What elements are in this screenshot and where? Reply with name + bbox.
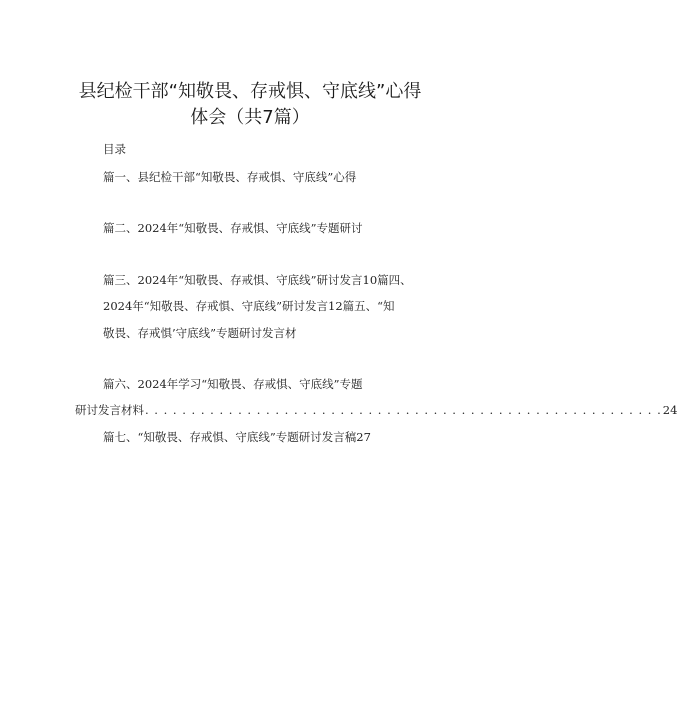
toc-item-3-line3: 敬畏、存戒惧’守底线”专题研讨发言材 [103, 326, 297, 340]
toc-item-3-line2: 2024年“知敬畏、存戒惧、守底线”研讨发言12篇五、“知 [103, 299, 395, 313]
toc-item-2: 篇二、2024年“知敬畏、存戒惧、守底线”专题研讨 [103, 221, 363, 235]
toc-item-1: 篇一、县纪检干部“知敬畏、存戒惧、守底线”心得 [103, 170, 357, 184]
toc-item-6-text: 研讨发言材料 [75, 403, 144, 417]
toc-item-7: 篇七、“知敬畏、存戒惧、守底线”专题研讨发言稿27 [103, 430, 371, 444]
document-title-line1: 县纪检干部“知敬畏、存戒惧、守底线”心得 [78, 81, 422, 102]
toc-item-6-line1: 篇六、2024年学习“知敬畏、存戒惧、守底线”专题 [103, 377, 363, 391]
toc-leader-dots: . . . . . . . . . . . . . . . . . . . . . . . . . . . . . . . . . . . . . . . . . . . . . . . . . . . . . . . . [145, 403, 662, 417]
toc-heading: 目录 [103, 142, 126, 156]
toc-item-6-page: 24 [662, 403, 677, 417]
document-title-line2: 体会（共7篇） [190, 107, 310, 128]
toc-item-3-line1: 篇三、2024年“知敬畏、存戒惧、守底线”研讨发言10篇四、 [103, 273, 412, 287]
toc-item-6-line2 [75, 402, 677, 418]
